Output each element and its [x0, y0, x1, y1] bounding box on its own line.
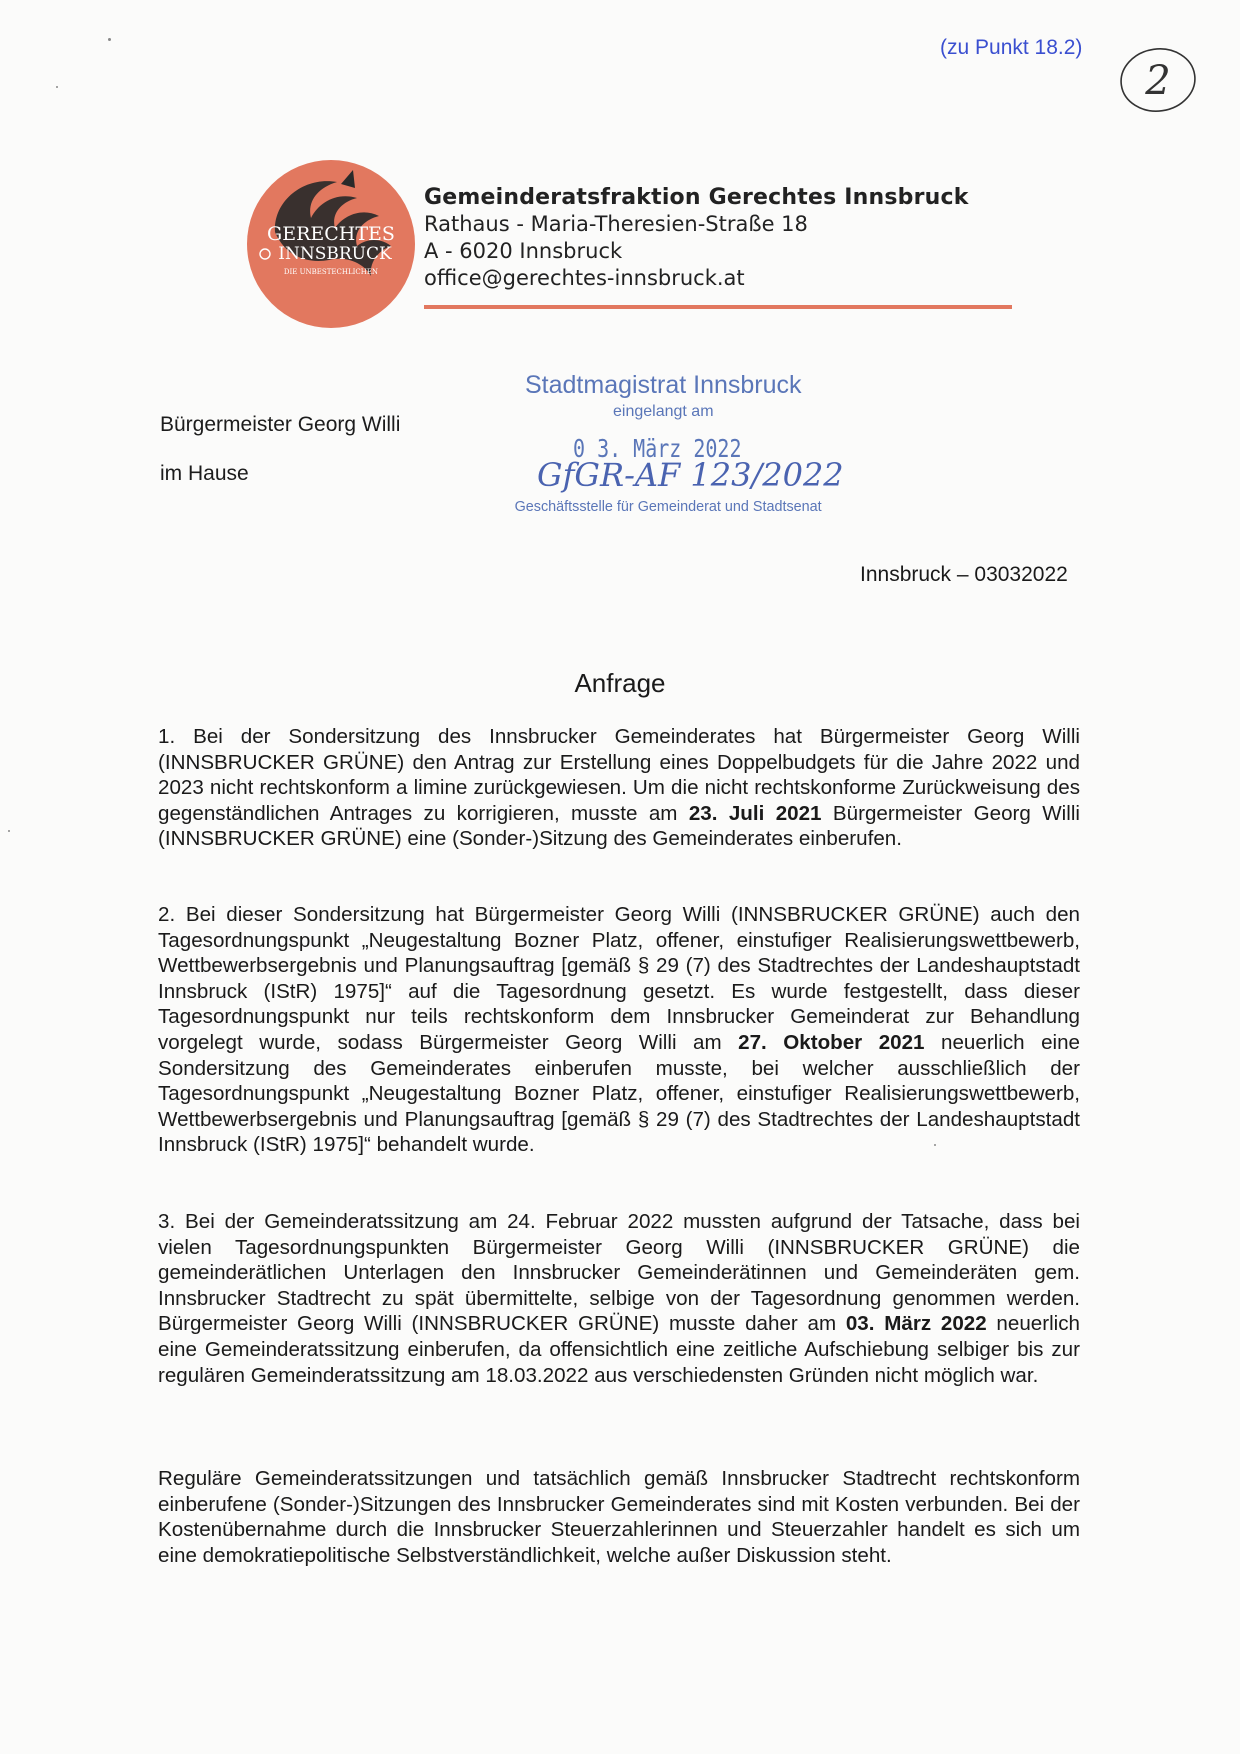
logo-line2: INNSBRUCK: [278, 244, 392, 264]
paragraph-2: 2. Bei dieser Sondersitzung hat Bürgermeister Georg Willi (INNSBRUCKER GRÜNE) auch den Tagesordnungspunkt „Neugestaltung Bozner Platz, offener, einstufiger Realisierungswettbewerb, Wettbewerbsergebnis und Planungsauftrag [gemäß § 29 (7) des Stadtrechtes der Landeshauptstadt Innsbruck (IStR) 1975]“ auf die Tagesordnung gesetzt. Es wurde festgestellt, dass dieser Tagesordnungspunkt nur teils rechtskonform dem Innsbrucker Gemeinderat zur Behandlung vorgelegt wurde, sodass Bürgermeister Georg Willi am 27. Oktober 2021 neuerlich eine Sondersitzung des Gemeinderates einberufen musste, bei welcher ausschließlich der Tagesordnungspunkt „Neugestaltung Bozner Platz, offener, einstufiger Realisierungswettbewerb, Wettbewerbsergebnis und Planungsauftrag [gemäß § 29 (7) des Stadtrechtes der Landeshauptstadt Innsbruck (IStR) 1975]“ behandelt wurde.: [158, 903, 1081, 1157]
paragraph-1-date: 23. Juli 2021: [688, 801, 822, 825]
paragraph-2-date: 27. Oktober 2021: [738, 1030, 925, 1054]
place-date: Innsbruck – 03032022: [860, 563, 1068, 586]
received-stamp: [505, 365, 875, 525]
stamp-received-label: eingelangt am: [613, 403, 714, 420]
paragraph-3: 3. Bei der Gemeinderatssitzung am 24. Februar 2022 mussten aufgrund der Tatsache, dass bei vielen Tagesordnungspunkten Bürgermeister Georg Willi (INNSBRUCKER GRÜNE) die gemeinderätlichen Unterlagen den Innsbrucker Gemeinderätinnen und Gemeinderäten gem. Innsbrucker Stadtrecht zu spät übermittelte, selbige von der Tagesordnung genommen werden. Bürgermeister Georg Willi (INNSBRUCKER GRÜNE) musste daher am 03. März 2022 neuerlich eine Gemeinderatssitzung einberufen, da offensichtlich eine zeitliche Aufschiebung selbiger bis zur regulären Gemeinderatssitzung am 18.03.2022 aus verschiedensten Gründen nicht möglich war.: [158, 1210, 1080, 1387]
scan-speck: [108, 38, 111, 41]
circled-page-number: [1116, 44, 1200, 114]
header-rule: [424, 305, 1012, 309]
stamp-office: Geschäftsstelle für Gemeinderat und Stadtsenat: [514, 498, 822, 516]
scan-speck: [934, 1144, 936, 1146]
stamp-handwritten-number: GfGR-AF 123/2022: [537, 456, 844, 494]
sender-city: A - 6020 Innsbruck: [424, 239, 623, 263]
logo-line3: DIE UNBESTECHLICHEN: [283, 268, 379, 276]
page-marker-text: 2: [1145, 58, 1171, 104]
logo-line1: GERECHTES: [267, 223, 395, 245]
recipient-line2: im Hause: [160, 462, 249, 485]
document-title: Anfrage: [574, 668, 666, 698]
paragraph-3-date: 03. März 2022: [845, 1312, 987, 1336]
stamp-date: 0 3. März 2022: [573, 434, 742, 464]
sender-name: Gemeinderatsfraktion Gerechtes Innsbruck: [424, 185, 969, 210]
scan-speck: [56, 86, 58, 88]
paragraph-1: 1. Bei der Sondersitzung des Innsbrucker Gemeinderates hat Bürgermeister Georg Willi (INNSBRUCKER GRÜNE) den Antrag zur Erstellung eines Doppelbudgets für die Jahre 2022 und 2023 nicht rechtskonform a limine zurückgewiesen. Um die nicht rechtskonforme Zurückweisung des gegenständlichen Antrages zu korrigieren, musste am 23. Juli 2021 Bürgermeister Georg Willi (INNSBRUCKER GRÜNE) eine (Sonder-)Sitzung des Gemeinderates einberufen.: [158, 725, 1080, 851]
sender-block: [424, 184, 969, 292]
reference-note: (zu Punkt 18.2): [940, 36, 1083, 59]
sender-email: office@gerechtes-innsbruck.at: [424, 266, 745, 290]
stamp-authority: Stadtmagistrat Innsbruck: [525, 371, 802, 399]
scan-speck: [8, 830, 10, 832]
paragraph-4: Reguläre Gemeinderatssitzungen und tatsächlich gemäß Innsbrucker Stadtrecht rechtskonform einberufene (Sonder-)Sitzungen des Innsbrucker Gemeinderates sind mit Kosten verbunden. Bei der Kostenübernahme durch die Innsbrucker Steuerzahlerinnen und Steuerzahler handelt es sich um eine demokratiepolitische Selbstverständlichkeit, welche außer Diskussion steht.: [158, 1467, 1080, 1567]
recipient-line1: Bürgermeister Georg Willi: [160, 413, 401, 436]
party-logo: [245, 158, 417, 330]
sender-street: Rathaus - Maria-Theresien-Straße 18: [424, 212, 808, 236]
